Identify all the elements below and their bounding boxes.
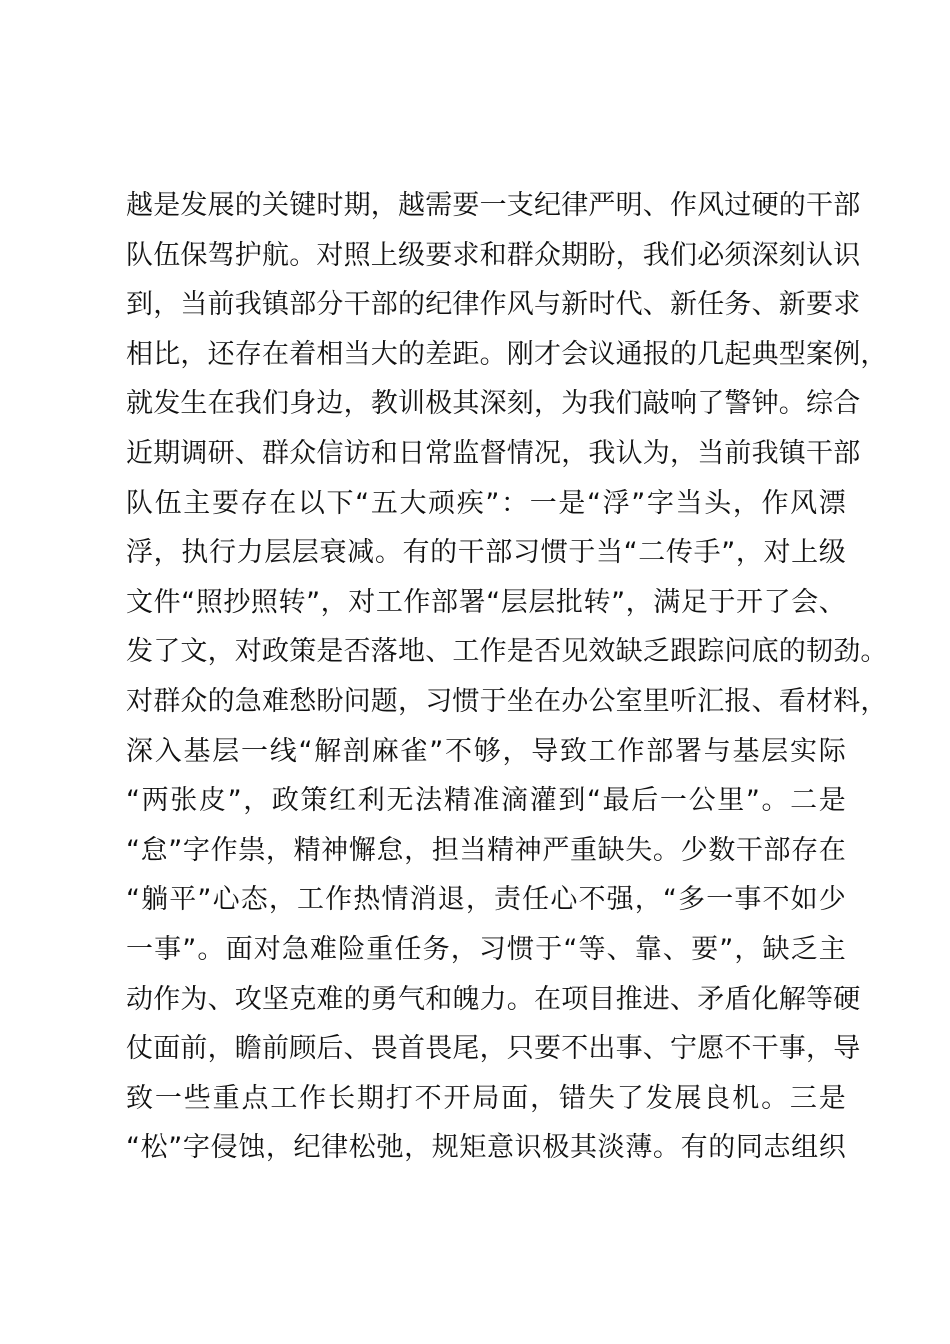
text-line: 一事”。面对急难险重任务，习惯于“等、靠、要”，缺乏主 [126,933,846,965]
text-line: 对群众的急难愁盼问题，习惯于坐在办公室里听汇报、看材料， [126,685,888,717]
text-line: 致一些重点工作长期打不开局面，错失了发展良机。三是 [126,1082,846,1114]
text-line: “躺平”心态，工作热情消退，责任心不强，“多一事不如少 [126,884,846,916]
text-line: 文件“照抄照转”，对工作部署“层层批转”，满足于开了会、 [126,586,846,618]
text-line: 相比，还存在着相当大的差距。刚才会议通报的几起典型案例， [126,338,888,370]
text-line: 就发生在我们身边，教训极其深刻，为我们敲响了警钟。综合 [126,388,861,420]
text-line: “松”字侵蚀，纪律松弛，规矩意识极其淡薄。有的同志组织 [126,1132,846,1164]
text-line: 浮，执行力层层衰减。有的干部习惯于当“二传手”，对上级 [126,537,846,569]
text-line: 近期调研、群众信访和日常监督情况，我认为，当前我镇干部 [126,437,861,469]
text-line: “两张皮”，政策红利无法精准滴灌到“最后一公里”。二是 [126,785,846,817]
text-line: 动作为、攻坚克难的勇气和魄力。在项目推进、矛盾化解等硬 [126,983,861,1015]
text-line: 深入基层一线“解剖麻雀”不够，导致工作部署与基层实际 [126,735,846,767]
text-line: 队伍主要存在以下“五大顽疾”：一是“浮”字当头，作风漂 [126,487,846,519]
body-paragraph [126,181,888,1173]
text-line: “怠”字作祟，精神懈怠，担当精神严重缺失。少数干部存在 [126,834,846,866]
text-line: 到，当前我镇部分干部的纪律作风与新时代、新任务、新要求 [126,289,861,321]
text-line: 队伍保驾护航。对照上级要求和群众期盼，我们必须深刻认识 [126,239,861,271]
text-line: 仗面前，瞻前顾后、畏首畏尾，只要不出事、宁愿不干事，导 [126,1033,861,1065]
text-line: 发了文，对政策是否落地、工作是否见效缺乏跟踪问底的韧劲。 [126,636,888,668]
text-line: 越是发展的关键时期，越需要一支纪律严明、作风过硬的干部 [126,190,861,221]
